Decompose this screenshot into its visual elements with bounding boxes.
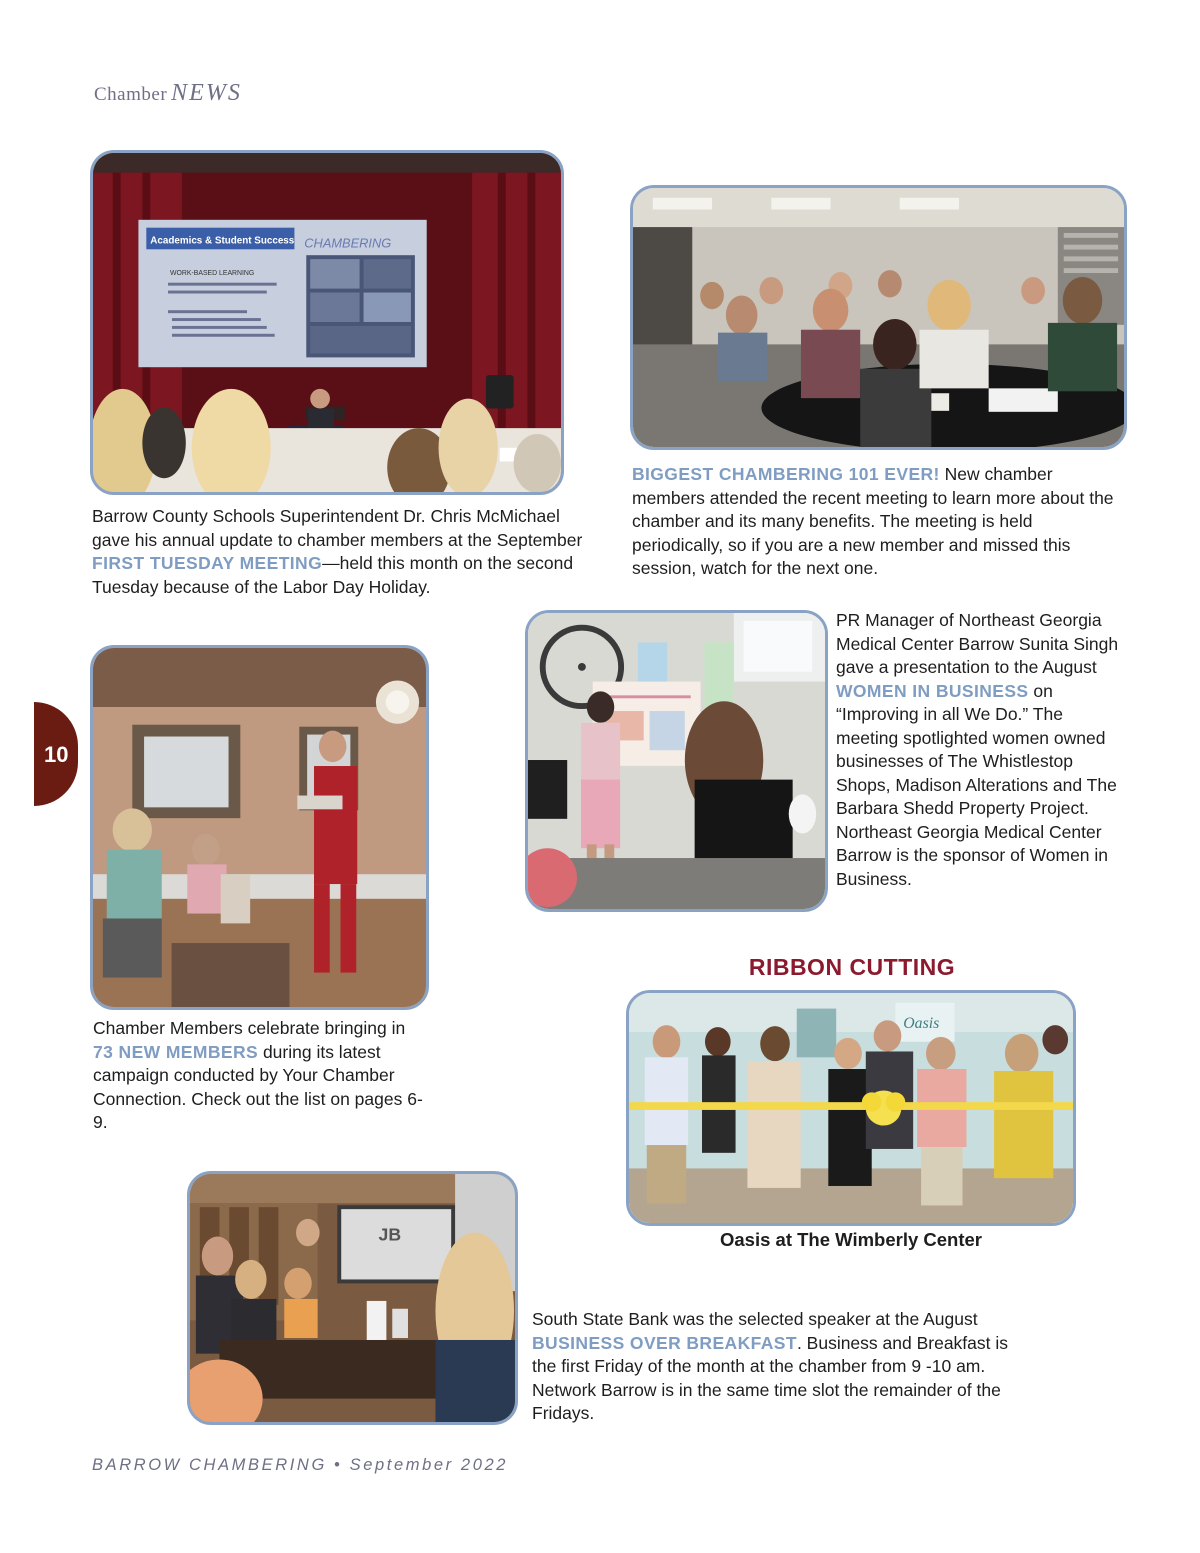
new-members-highlight: 73 NEW MEMBERS bbox=[93, 1041, 259, 1062]
caption-business-breakfast-text-a: South State Bank was the selected speaker at the August bbox=[532, 1309, 978, 1329]
chambering-101-highlight: BIGGEST CHAMBERING 101 EVER! bbox=[632, 464, 940, 484]
caption-women-in-business-text-b: on “Improving in all We Do.” The meeting spotlighted women owned businesses of The Whistlestop Shops, Madison Alterations and The Barbara Shedd Property Project. Northeast Georgia Medical Center Barrow is the sponsor of Women in Business. bbox=[836, 680, 1117, 889]
ribbon-cutting-title: RIBBON CUTTING bbox=[748, 954, 956, 980]
first-tuesday-highlight: FIRST TUESDAY MEETING bbox=[92, 553, 323, 573]
caption-new-members-text-a: Chamber Members celebrate bringing in bbox=[93, 1018, 406, 1038]
page-footer: BARROW CHAMBERING • September 2022 bbox=[92, 1456, 509, 1474]
photo-women-in-business bbox=[525, 610, 828, 912]
page-number: 10 bbox=[44, 742, 69, 767]
women-in-business-highlight: WOMEN IN BUSINESS bbox=[836, 680, 1029, 701]
page-number-tab bbox=[34, 702, 78, 806]
caption-new-members bbox=[93, 1017, 423, 1135]
photo-new-members-image bbox=[93, 648, 426, 1007]
caption-chambering-101 bbox=[632, 463, 1128, 581]
caption-new-members-text-b: during its latest campaign conducted by Your Chamber Connection. Check out the list on pages 6-9. bbox=[93, 1041, 423, 1132]
slide-logo-text: CHAMBERING bbox=[304, 235, 392, 251]
caption-women-in-business-text-a: PR Manager of Northeast Georgia Medical Center Barrow Sunita Singh gave a presentation to the August bbox=[836, 610, 1119, 677]
caption-first-tuesday-text-a: Barrow County Schools Superintendent Dr. Chris McMichael gave his annual update to chamber members at the September bbox=[92, 506, 583, 550]
running-head-section: Chamber bbox=[94, 84, 168, 105]
screen-logo-text: JB bbox=[378, 1224, 402, 1245]
slide-subhead-text: WORK-BASED LEARNING bbox=[170, 269, 255, 277]
photo-women-in-business-image bbox=[528, 613, 825, 909]
running-head-title: NEWS bbox=[171, 80, 242, 106]
photo-chambering-101 bbox=[630, 185, 1127, 450]
photo-ribbon-cutting-image bbox=[629, 993, 1073, 1223]
photo-business-breakfast bbox=[187, 1171, 518, 1425]
slide-title-text: Academics & Student Success bbox=[150, 235, 295, 247]
caption-first-tuesday-text-b: —held this month on the second Tuesday because of the Labor Day Holiday. bbox=[92, 553, 574, 597]
photo-business-breakfast-image bbox=[190, 1174, 515, 1422]
photo-superintendent-presentation bbox=[90, 150, 564, 495]
caption-business-breakfast-text-b: . Business and Breakfast is the first Friday of the month at the chamber from 9 -10 am. Network Barrow is in the same time slot the remainder of the Fridays. bbox=[532, 1332, 1009, 1423]
caption-chambering-101-text-a: New chamber members attended the recent meeting to learn more about the chamber and its many benefits. The meeting is held periodically, so if you are a new member and missed this session, watch for the next one. bbox=[632, 464, 1114, 578]
caption-business-breakfast bbox=[532, 1308, 1032, 1426]
ribbon-cutting-caption: Oasis at The Wimberly Center bbox=[720, 1229, 982, 1250]
oasis-sign-text: Oasis bbox=[903, 1015, 940, 1033]
photo-new-members bbox=[90, 645, 429, 1010]
running-head bbox=[94, 80, 242, 107]
business-breakfast-highlight: BUSINESS OVER BREAKFAST bbox=[532, 1332, 797, 1353]
photo-ribbon-cutting bbox=[626, 990, 1076, 1226]
caption-first-tuesday bbox=[92, 505, 592, 599]
photo-superintendent-image bbox=[93, 153, 561, 492]
caption-women-in-business bbox=[836, 609, 1124, 891]
photo-chambering-101-image bbox=[633, 188, 1124, 447]
